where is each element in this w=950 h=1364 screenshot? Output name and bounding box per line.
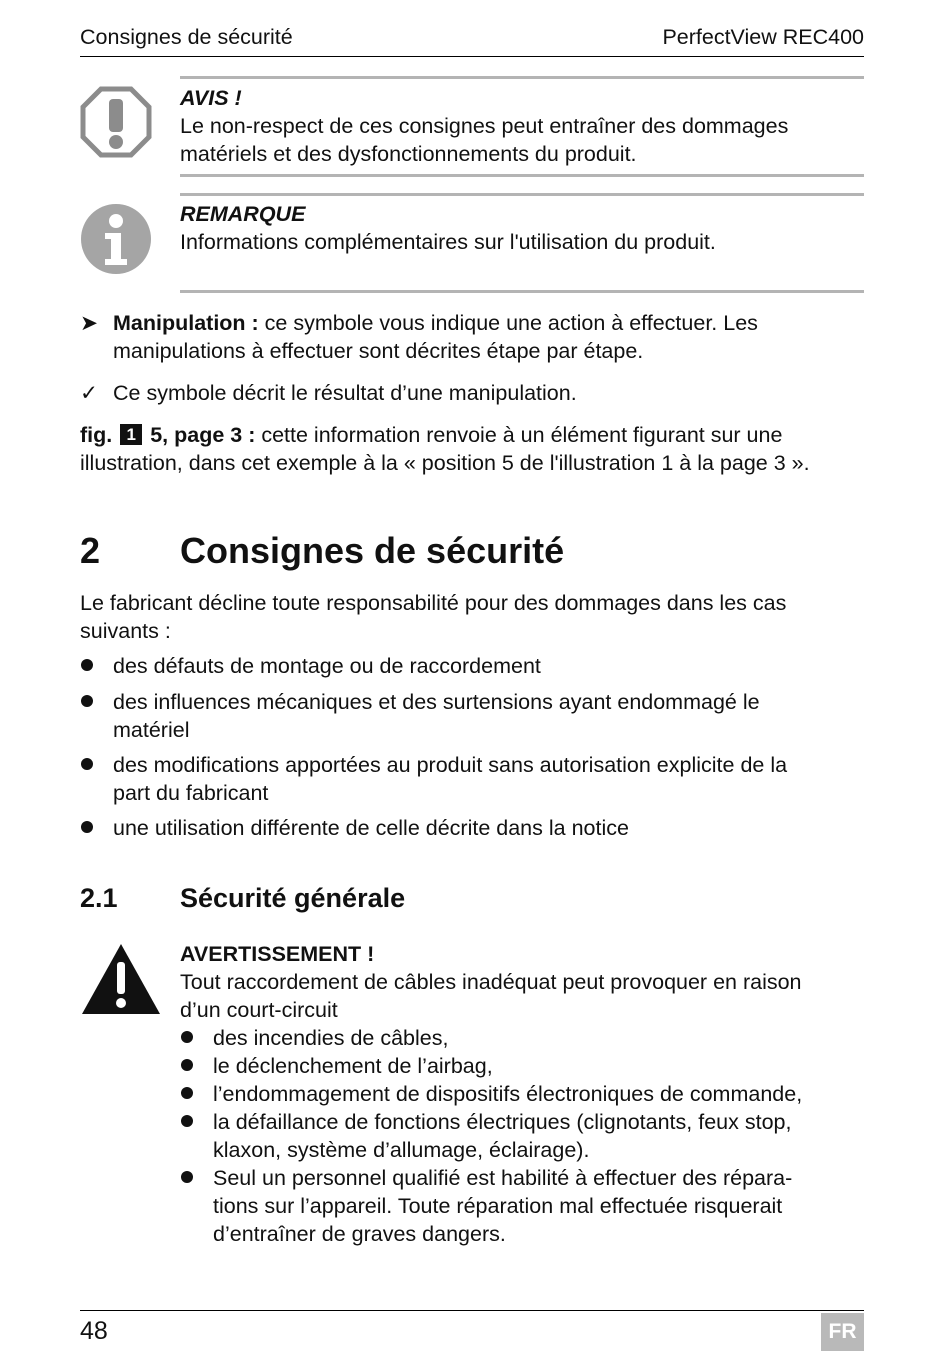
warning-item-4-line1: la défaillance de fonctions électriques (clignotants, feux stop, — [213, 1110, 792, 1134]
section2-number: 2 — [80, 530, 101, 571]
section2-item-4: une utilisation différente de celle décrite dans la notice — [113, 816, 629, 840]
bullet-dot — [81, 821, 93, 833]
remark-text: Informations complémentaires sur l'utilisation du produit. — [180, 230, 716, 254]
warning-item-1: des incendies de câbles, — [213, 1026, 449, 1050]
figref-line2: illustration, dans cet exemple à la « position 5 de l'illustration 1 à la page 3 ». — [80, 451, 810, 475]
remark-bottom-rule — [180, 290, 864, 293]
notice-bottom-rule — [180, 174, 864, 177]
bullet-dot — [181, 1171, 193, 1183]
warning-item-5-line2: tions sur l’appareil. Toute réparation mal effectuée risquerait — [213, 1194, 783, 1218]
section2-title: Consignes de sécurité — [180, 530, 565, 571]
manipulation-label: Manipulation : — [113, 311, 259, 335]
figref-prefix: fig. — [80, 423, 113, 447]
section2-item-2-line2: matériel — [113, 718, 190, 742]
warning-line2: d’un court-circuit — [180, 998, 338, 1022]
bullet-dot — [81, 695, 93, 707]
section21-title: Sécurité générale — [180, 883, 406, 913]
header-rule — [80, 56, 864, 57]
bullet-dot — [181, 1031, 193, 1043]
check-icon: ✓ — [80, 381, 99, 405]
bullet-dot — [81, 659, 93, 671]
section2-intro-line1: Le fabricant décline toute responsabilité pour des dommages dans les cas — [80, 591, 787, 615]
bullet-dot — [181, 1087, 193, 1099]
notice-line1: Le non-respect de ces consignes peut entraîner des dommages — [180, 114, 789, 138]
warning-title: AVERTISSEMENT ! — [180, 942, 375, 966]
result-text: Ce symbole décrit le résultat d’une manipulation. — [113, 381, 577, 405]
warning-item-5-line3: d’entraîner de graves dangers. — [213, 1222, 506, 1246]
warning-line1: Tout raccordement de câbles inadéquat peut provoquer en raison — [180, 970, 802, 994]
warning-item-5-line1: Seul un personnel qualifié est habilité à effectuer des répara- — [213, 1166, 793, 1190]
section2-item-3-line1: des modifications apportées au produit sans autorisation explicite de la — [113, 753, 788, 777]
info-icon — [80, 203, 152, 275]
header-right: PerfectView REC400 — [662, 25, 864, 49]
bullet-dot — [181, 1059, 193, 1071]
manipulation-symbol: ➤ — [80, 311, 99, 335]
warning-item-3: l’endommagement de dispositifs électroniques de commande, — [213, 1082, 803, 1106]
notice-line2: matériels et des dysfonctionnements du produit. — [180, 142, 637, 166]
remark-title: REMARQUE — [180, 202, 306, 226]
warning-icon — [80, 942, 162, 1016]
notice-icon — [80, 86, 152, 158]
header-left: Consignes de sécurité — [80, 25, 293, 49]
bullet-dot — [181, 1115, 193, 1127]
section2-item-3-line2: part du fabricant — [113, 781, 269, 805]
section2-item-1: des défauts de montage ou de raccordement — [113, 654, 541, 678]
section21-number: 2.1 — [80, 883, 118, 913]
manipulation-line1: ce symbole vous indique une action à effectuer. Les — [258, 311, 758, 335]
figref-number-box: 1 — [120, 424, 142, 445]
section2-intro-line2: suivants : — [80, 619, 171, 643]
section2-item-2-line1: des influences mécaniques et des surtensions ayant endommagé le — [113, 690, 760, 714]
warning-item-4-line2: klaxon, système d’allumage, éclairage). — [213, 1138, 590, 1162]
warning-item-2: le déclenchement de l’airbag, — [213, 1054, 493, 1078]
footer-rule — [80, 1310, 864, 1311]
page-number: 48 — [80, 1317, 108, 1345]
bullet-dot — [81, 758, 93, 770]
figref-suffix: 5, page 3 : — [150, 423, 256, 447]
notice-top-rule — [180, 76, 864, 79]
figref-line1: cette information renvoie à un élément figurant sur une — [255, 423, 783, 447]
notice-title: AVIS ! — [180, 86, 242, 110]
manipulation-line2: manipulations à effectuer sont décrites étape par étape. — [113, 339, 644, 363]
language-badge: FR — [821, 1313, 864, 1351]
remark-top-rule — [180, 193, 864, 196]
